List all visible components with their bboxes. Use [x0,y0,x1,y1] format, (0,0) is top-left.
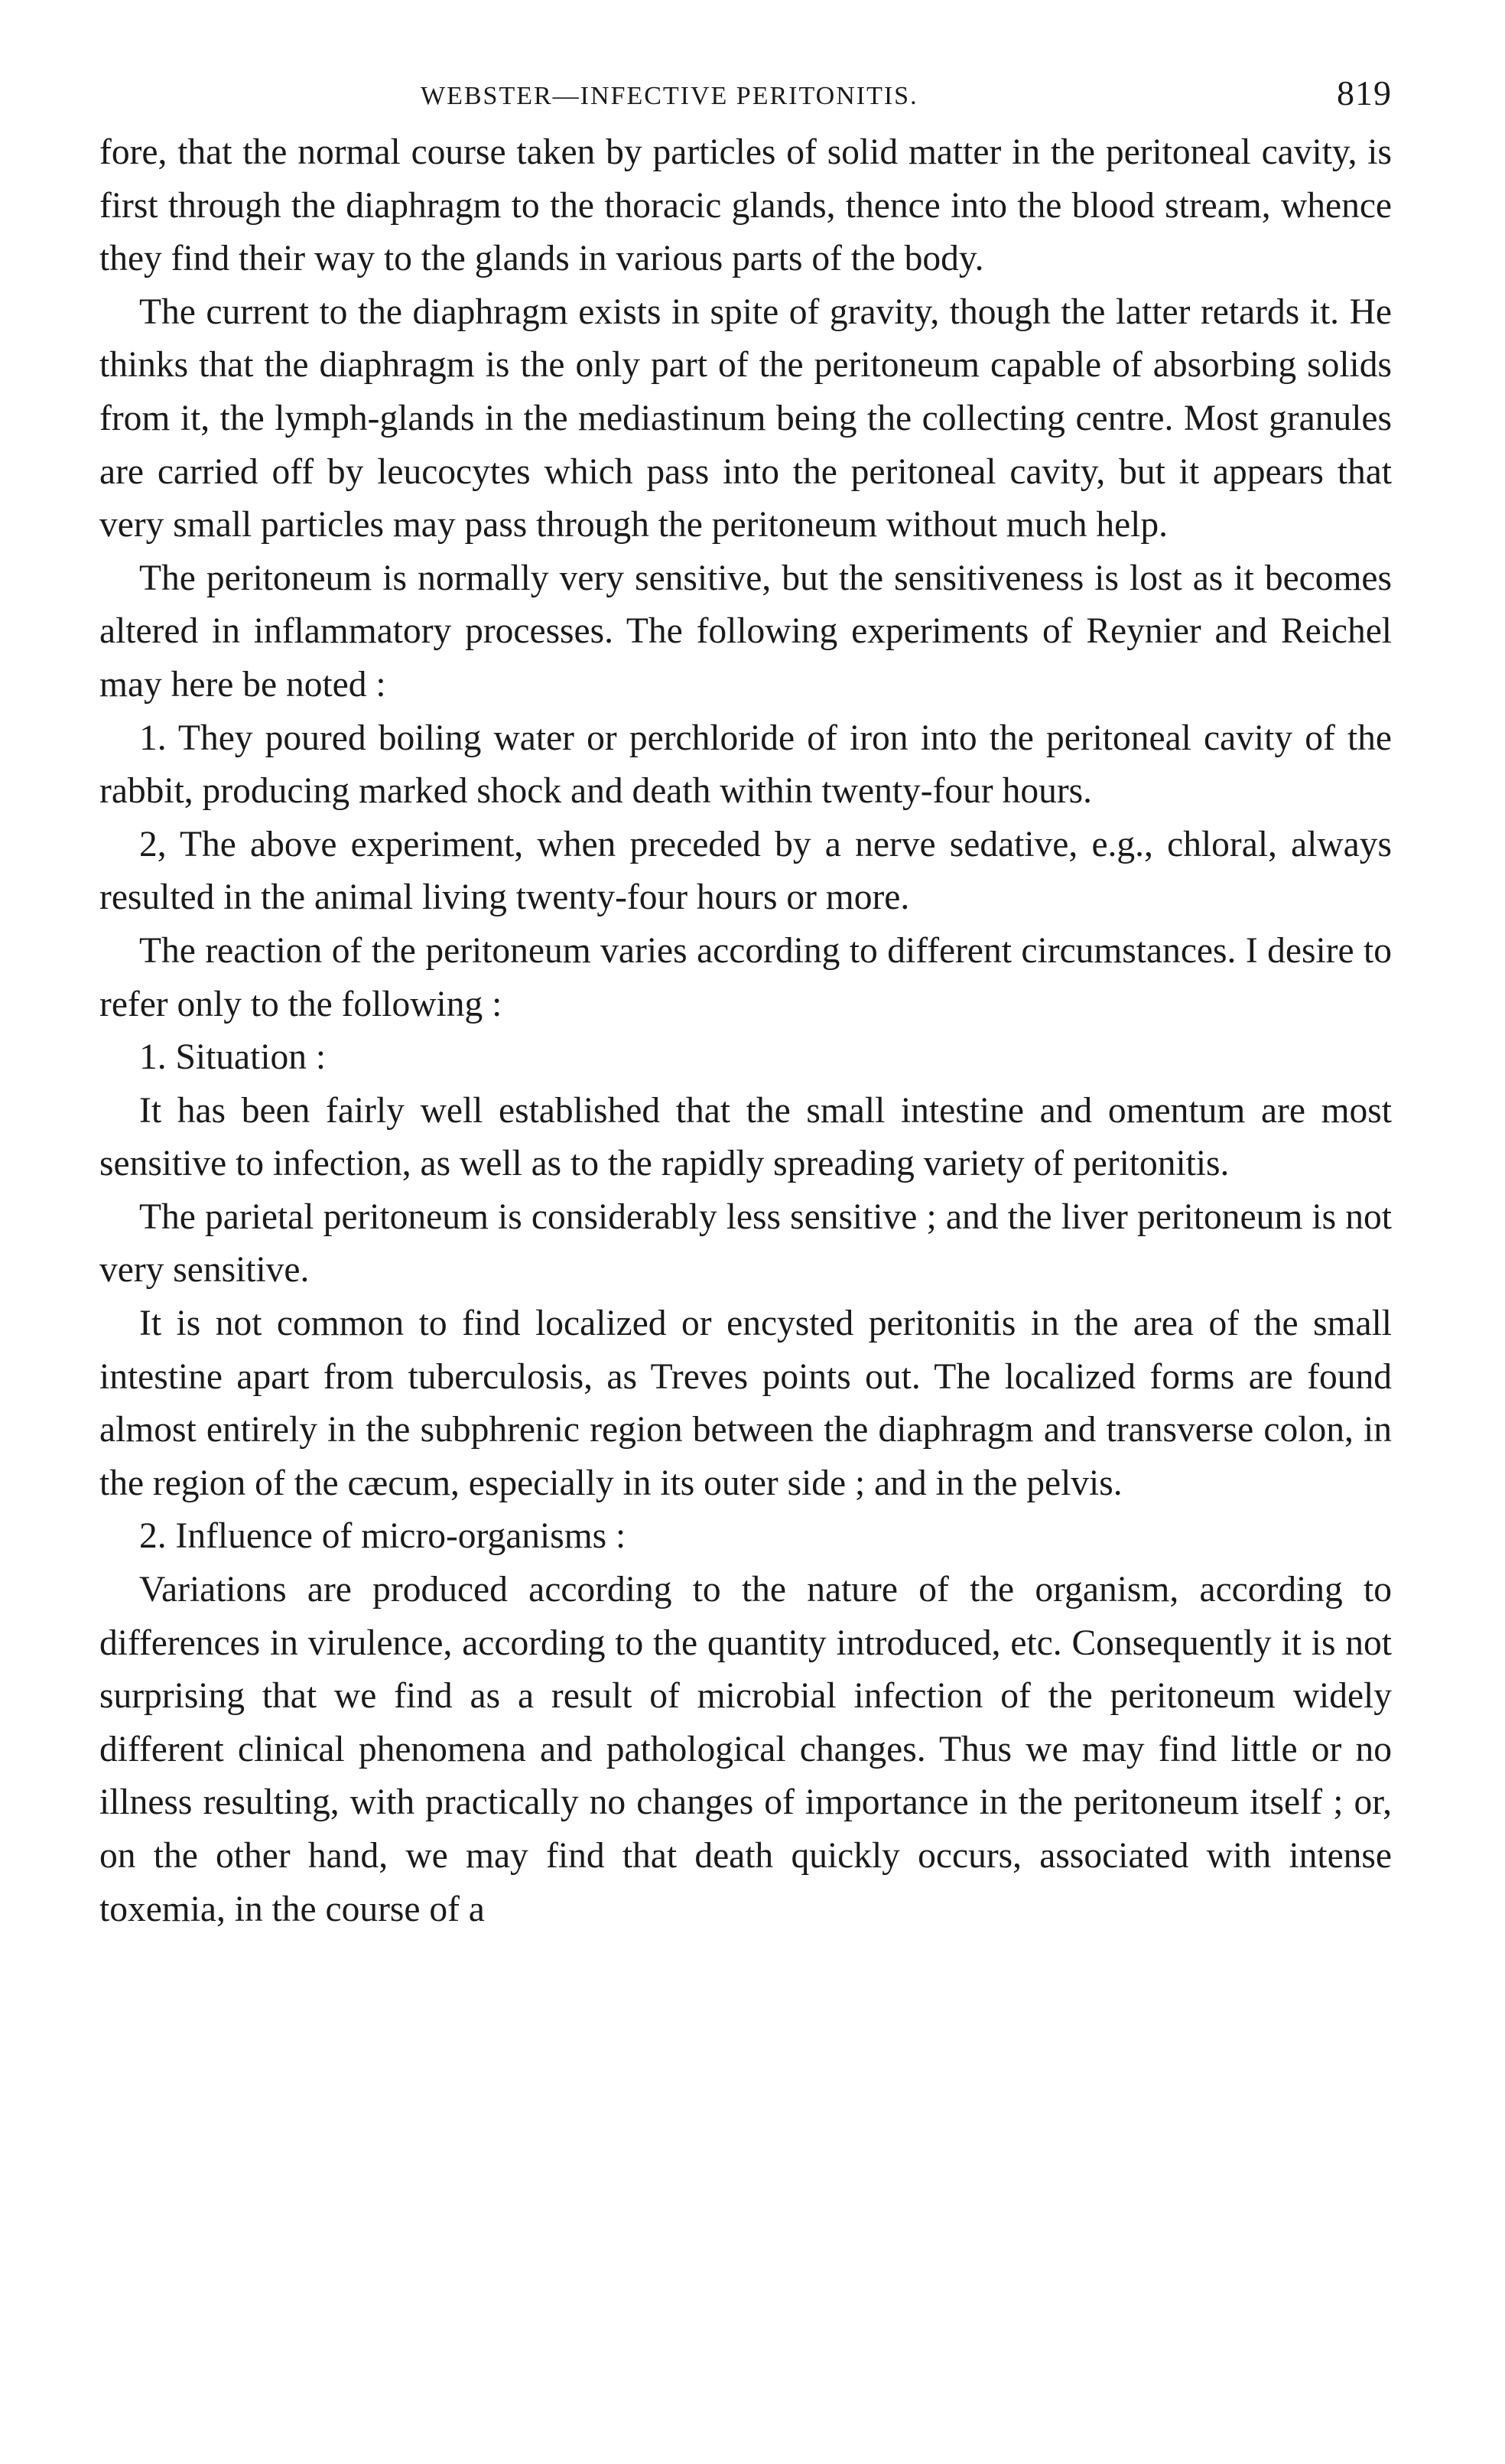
page-number: 819 [1337,73,1392,112]
paragraph-continuation: fore, that the normal course taken by particles of solid matter in the peritoneal cavity, is first through the diaphragm to the thoracic glands, thence into the blood stream, whence they find their way to the glands in various parts of the body. [99,132,1392,279]
paragraph-variations: Variations are produced according to the nature of the organism, according to differences in virulence, according to the quantity introduced, etc. Consequently it is not surprising that we find as a result of microbial infection of the peritoneum widely different clinical phenomena and pathological changes. Thus we may find little or no illness resulting, with practically no changes of importance in the peritoneum itself ; or, on the other hand, we may find that death quickly occurs, associated with intense toxemia, in the course of a [99,1570,1392,1929]
experiment-1: 1. They poured boiling water or perchloride of iron into the peritoneal cavity of the rabbit, producing marked shock and death within twenty-four hours. [99,718,1392,812]
paragraph-diaphragm-current: The current to the diaphragm exists in spite of gravity, though the latter retards it. He thinks that the diaphragm is the only part of the peritoneum capable of absorbing solids from it, the lymph-glands in the mediastinum being the collecting centre. Most granules are carried off by leucocytes which pass into the peritoneal cavity, but it appears that very small particles may pass through the peritoneum without much help. [99,291,1392,545]
paragraph-small-intestine: It has been fairly well established that the small intestine and omentum are most sensitive to infection, as well as to the rapidly spreading variety of peritonitis. [99,1090,1392,1184]
experiment-2: 2, The above experiment, when preceded by a nerve sedative, e.g., chloral, always resulted in the animal living twenty-four hours or more. [99,824,1392,918]
paragraph-localized: It is not common to find localized or encysted peritonitis in the area of the small intestine apart from tuberculosis, as Treves points out. The localized forms are found almost entirely in the subphrenic region between the diaphragm and transverse colon, in the region of the cæcum, especially in its outer side ; and in the pelvis. [99,1304,1392,1503]
book-page [99,73,1392,1936]
paragraph-sensitivity: The peritoneum is normally very sensitive, but the sensitiveness is lost as it becomes altered in inflammatory processes. The following experiments of Reynier and Reichel may here be noted : [99,558,1392,705]
heading-situation: 1. Situation : [139,1037,327,1078]
body-text [99,126,1392,1936]
paragraph-parietal: The parietal peritoneum is considerably less sensitive ; and the liver peritoneum is not very sensitive. [99,1196,1392,1291]
paragraph-reaction: The reaction of the peritoneum varies according to different circumstances. I desire to refer only to the following : [99,930,1392,1024]
running-title: WEBSTER—INFECTIVE PERITONITIS. [421,82,918,110]
heading-micro-organisms: 2. Influence of micro-organisms : [139,1516,626,1557]
running-head [99,73,1392,119]
